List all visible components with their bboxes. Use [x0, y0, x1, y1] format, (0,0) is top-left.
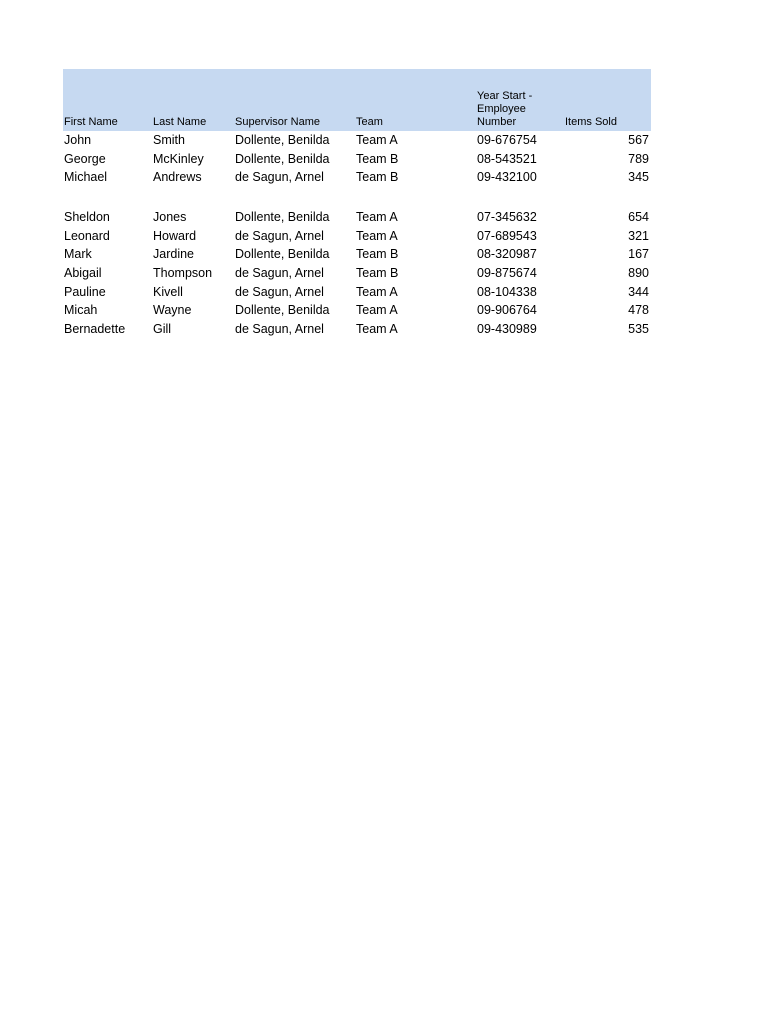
cell-supervisor[interactable]: Dollente, Benilda — [235, 133, 330, 147]
cell-first-name[interactable]: Bernadette — [64, 321, 126, 336]
cell-employee-number[interactable]: 08-104338 — [477, 284, 537, 299]
cell-last-name[interactable]: Howard — [153, 228, 197, 243]
cell-first-name[interactable]: George — [64, 151, 106, 166]
cell-first-name[interactable]: Micah — [64, 303, 98, 318]
cell-supervisor[interactable]: de Sagun, Arnel — [235, 284, 324, 299]
cell-last-name[interactable]: Thompson — [153, 266, 213, 281]
table-row[interactable] — [63, 245, 651, 264]
cell-items-sold[interactable]: 890 — [628, 266, 649, 281]
cell-employee-number[interactable]: 07-689543 — [477, 228, 537, 243]
cell-supervisor[interactable]: de Sagun, Arnel — [235, 266, 324, 281]
cell-employee-number[interactable]: 09-676754 — [477, 133, 537, 147]
cell-first-name[interactable]: Michael — [64, 170, 108, 185]
cell-items-sold[interactable]: 535 — [628, 321, 649, 336]
cell-items-sold[interactable]: 567 — [628, 133, 649, 147]
cell-employee-number[interactable]: 09-430989 — [477, 321, 537, 336]
cell-supervisor[interactable]: Dollente, Benilda — [235, 210, 330, 225]
cell-team[interactable]: Team A — [356, 321, 398, 336]
table-row[interactable] — [63, 264, 651, 283]
cell-last-name[interactable]: Andrews — [153, 170, 202, 185]
header-supervisor-name[interactable]: Supervisor Name — [235, 116, 320, 128]
header-items-sold[interactable]: Items Sold — [565, 116, 617, 128]
cell-team[interactable]: Team B — [356, 266, 399, 281]
cell-employee-number[interactable]: 09-432100 — [477, 170, 537, 185]
cell-last-name[interactable]: Wayne — [153, 303, 192, 318]
cell-employee-number[interactable]: 09-875674 — [477, 266, 537, 281]
cell-employee-number[interactable]: 08-543521 — [477, 151, 537, 166]
header-last-name[interactable]: Last Name — [153, 116, 207, 128]
cell-employee-number[interactable]: 09-906764 — [477, 303, 537, 318]
cell-team[interactable]: Team B — [356, 170, 399, 185]
cell-last-name[interactable]: Smith — [153, 133, 185, 147]
cell-items-sold[interactable]: 345 — [628, 170, 649, 185]
table-row[interactable] — [63, 168, 651, 187]
cell-first-name[interactable]: John — [64, 133, 92, 147]
cell-last-name[interactable]: Gill — [153, 321, 172, 336]
cell-items-sold[interactable]: 321 — [628, 228, 649, 243]
cell-first-name[interactable]: Mark — [64, 247, 92, 262]
empty-row[interactable] — [63, 187, 651, 209]
table-row[interactable] — [63, 131, 651, 150]
cell-items-sold[interactable]: 167 — [628, 247, 649, 262]
header-team[interactable]: Team — [356, 116, 383, 128]
cell-items-sold[interactable]: 654 — [628, 210, 649, 225]
cell-supervisor[interactable]: de Sagun, Arnel — [235, 321, 324, 336]
cell-team[interactable]: Team A — [356, 284, 398, 299]
cell-employee-number[interactable]: 07-345632 — [477, 210, 537, 225]
cell-team[interactable]: Team A — [356, 303, 398, 318]
cell-items-sold[interactable]: 344 — [628, 284, 649, 299]
cell-last-name[interactable]: Jones — [153, 210, 187, 225]
cell-team[interactable]: Team B — [356, 247, 399, 262]
cell-team[interactable]: Team A — [356, 133, 398, 147]
cell-last-name[interactable]: Kivell — [153, 284, 183, 299]
cell-supervisor[interactable]: Dollente, Benilda — [235, 303, 330, 318]
table-row[interactable] — [63, 320, 651, 339]
cell-items-sold[interactable]: 478 — [628, 303, 649, 318]
cell-last-name[interactable]: Jardine — [153, 247, 194, 262]
cell-first-name[interactable]: Leonard — [64, 228, 110, 243]
cell-employee-number[interactable]: 08-320987 — [477, 247, 537, 262]
cell-first-name[interactable]: Sheldon — [64, 210, 110, 225]
table-row[interactable] — [63, 227, 651, 246]
table-row[interactable] — [63, 150, 651, 169]
cell-supervisor[interactable]: Dollente, Benilda — [235, 247, 330, 262]
table-row[interactable] — [63, 208, 651, 227]
table-row[interactable] — [63, 301, 651, 320]
cell-supervisor[interactable]: Dollente, Benilda — [235, 151, 330, 166]
spreadsheet-table — [63, 69, 651, 338]
header-first-name[interactable]: First Name — [64, 116, 118, 128]
cell-supervisor[interactable]: de Sagun, Arnel — [235, 170, 324, 185]
cell-supervisor[interactable]: de Sagun, Arnel — [235, 228, 324, 243]
cell-team[interactable]: Team A — [356, 210, 398, 225]
cell-team[interactable]: Team B — [356, 151, 399, 166]
cell-first-name[interactable]: Pauline — [64, 284, 106, 299]
table-row[interactable] — [63, 283, 651, 302]
cell-last-name[interactable]: McKinley — [153, 151, 204, 166]
header-row — [63, 69, 651, 131]
cell-items-sold[interactable]: 789 — [628, 151, 649, 166]
cell-team[interactable]: Team A — [356, 228, 398, 243]
cell-first-name[interactable]: Abigail — [64, 266, 102, 281]
header-employee-number[interactable]: Year Start - Employee Number — [477, 90, 533, 128]
